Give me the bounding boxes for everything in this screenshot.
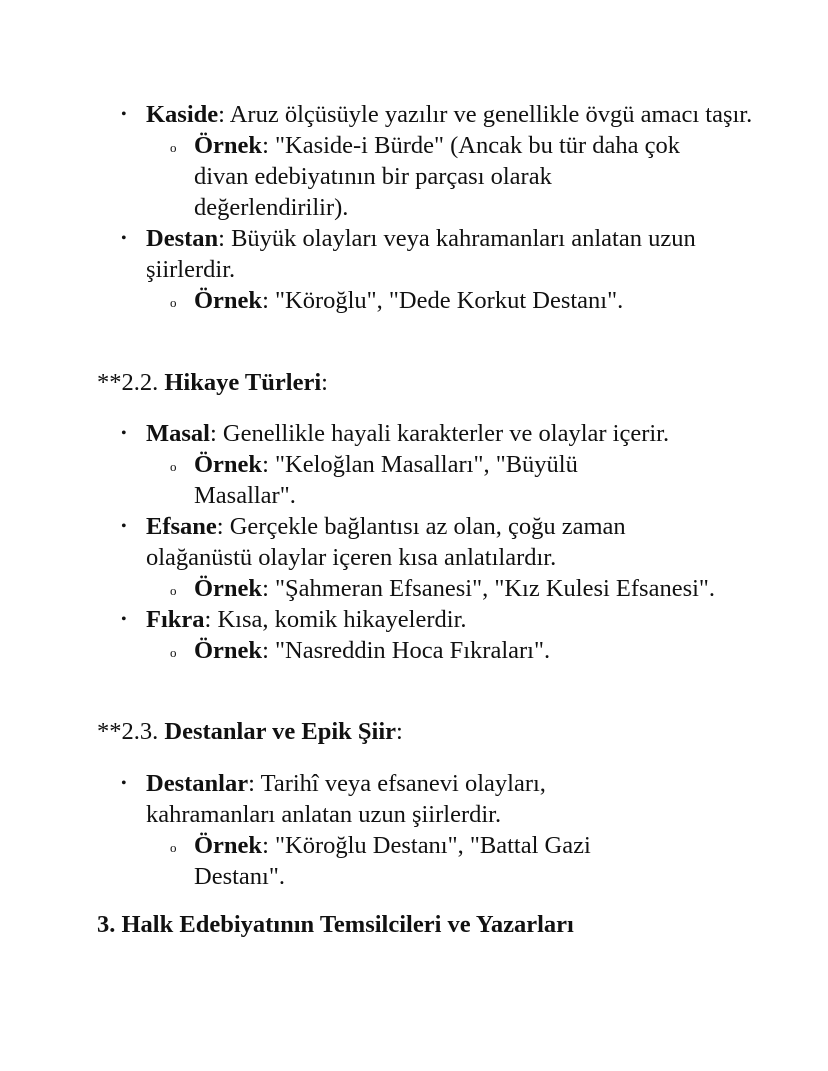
section-23-list-block: [0, 768, 828, 892]
term: Destanlar: [146, 770, 249, 797]
list-item-masal: [0, 418, 828, 511]
example-item: [146, 573, 718, 604]
list-item-fikra: [0, 604, 828, 666]
example-item: [146, 130, 788, 223]
example-label: Örnek: [194, 451, 263, 478]
example-item: [146, 635, 788, 666]
description: : Aruz ölçüsüyle yazılır ve genellikle övgü amacı taşır.: [218, 101, 753, 128]
example-text: : "Şahmeran Efsanesi", "Kız Kulesi Efsanesi".: [262, 575, 716, 602]
example-label: Örnek: [194, 637, 263, 664]
section-21-list-block: [0, 99, 828, 316]
example-text: : "Nasreddin Hoca Fıkraları".: [262, 637, 551, 664]
sub-list: [146, 830, 608, 892]
example-label: Örnek: [194, 132, 263, 159]
section-heading-3: 3. Halk Edebiyatının Temsilcileri ve Yazarları: [97, 911, 574, 938]
description: : Büyük olayları veya kahramanları anlatan uzun şiirlerdir.: [146, 225, 696, 283]
example-label: Örnek: [194, 287, 263, 314]
description: : Tarihî veya efsanevi olayları, kahramanları anlatan uzun şiirlerdir.: [146, 770, 546, 828]
list-item-destan: [0, 223, 828, 316]
term: Destan: [146, 225, 219, 252]
term: Fıkra: [146, 606, 205, 633]
example-item: [146, 449, 808, 511]
description: : Kısa, komik hikayelerdir.: [204, 606, 467, 633]
section-heading-2-2: [97, 367, 797, 398]
heading-prefix: **2.3.: [97, 718, 165, 745]
sub-list: [146, 635, 788, 666]
example-text: : "Köroğlu Destanı", "Battal Gazi Destanı".: [194, 832, 591, 890]
description: : Genellikle hayali karakterler ve olaylar içerir.: [209, 420, 670, 447]
list-item-destanlar: [0, 768, 828, 892]
example-text: : "Kaside-i Bürde" (Ancak bu tür daha çok divan edebiyatının bir parçası olarak değerlendirilir).: [194, 132, 681, 221]
example-item: [146, 830, 608, 892]
example-text: : "Köroğlu", "Dede Korkut Destanı".: [262, 287, 624, 314]
example-label: Örnek: [194, 832, 263, 859]
term: Kaside: [146, 101, 219, 128]
description: : Gerçekle bağlantısı az olan, çoğu zaman olağanüstü olaylar içeren kısa anlatılardır.: [146, 513, 626, 571]
bullet-list: [0, 418, 828, 666]
sub-list: [146, 130, 788, 223]
sub-list: [146, 573, 718, 604]
term: Masal: [146, 420, 210, 447]
heading-title: Destanlar ve Epik Şiir: [164, 718, 397, 745]
section-22-list-block: [0, 418, 828, 666]
sub-list: [146, 449, 808, 511]
section-heading-2-3: [97, 716, 797, 747]
bullet-list: [0, 99, 828, 316]
example-item: [146, 285, 788, 316]
example-text: : "Keloğlan Masalları", "Büyülü Masallar".: [194, 451, 578, 509]
list-item-efsane: [0, 511, 828, 604]
bullet-list: [0, 768, 828, 892]
term: Efsane: [146, 513, 217, 540]
heading-suffix: :: [396, 718, 403, 745]
heading-prefix: **2.2.: [97, 369, 165, 396]
list-item-kaside: [0, 99, 828, 223]
sub-list: [146, 285, 788, 316]
heading-title: Hikaye Türleri: [164, 369, 322, 396]
example-label: Örnek: [194, 575, 263, 602]
heading-suffix: :: [321, 369, 328, 396]
